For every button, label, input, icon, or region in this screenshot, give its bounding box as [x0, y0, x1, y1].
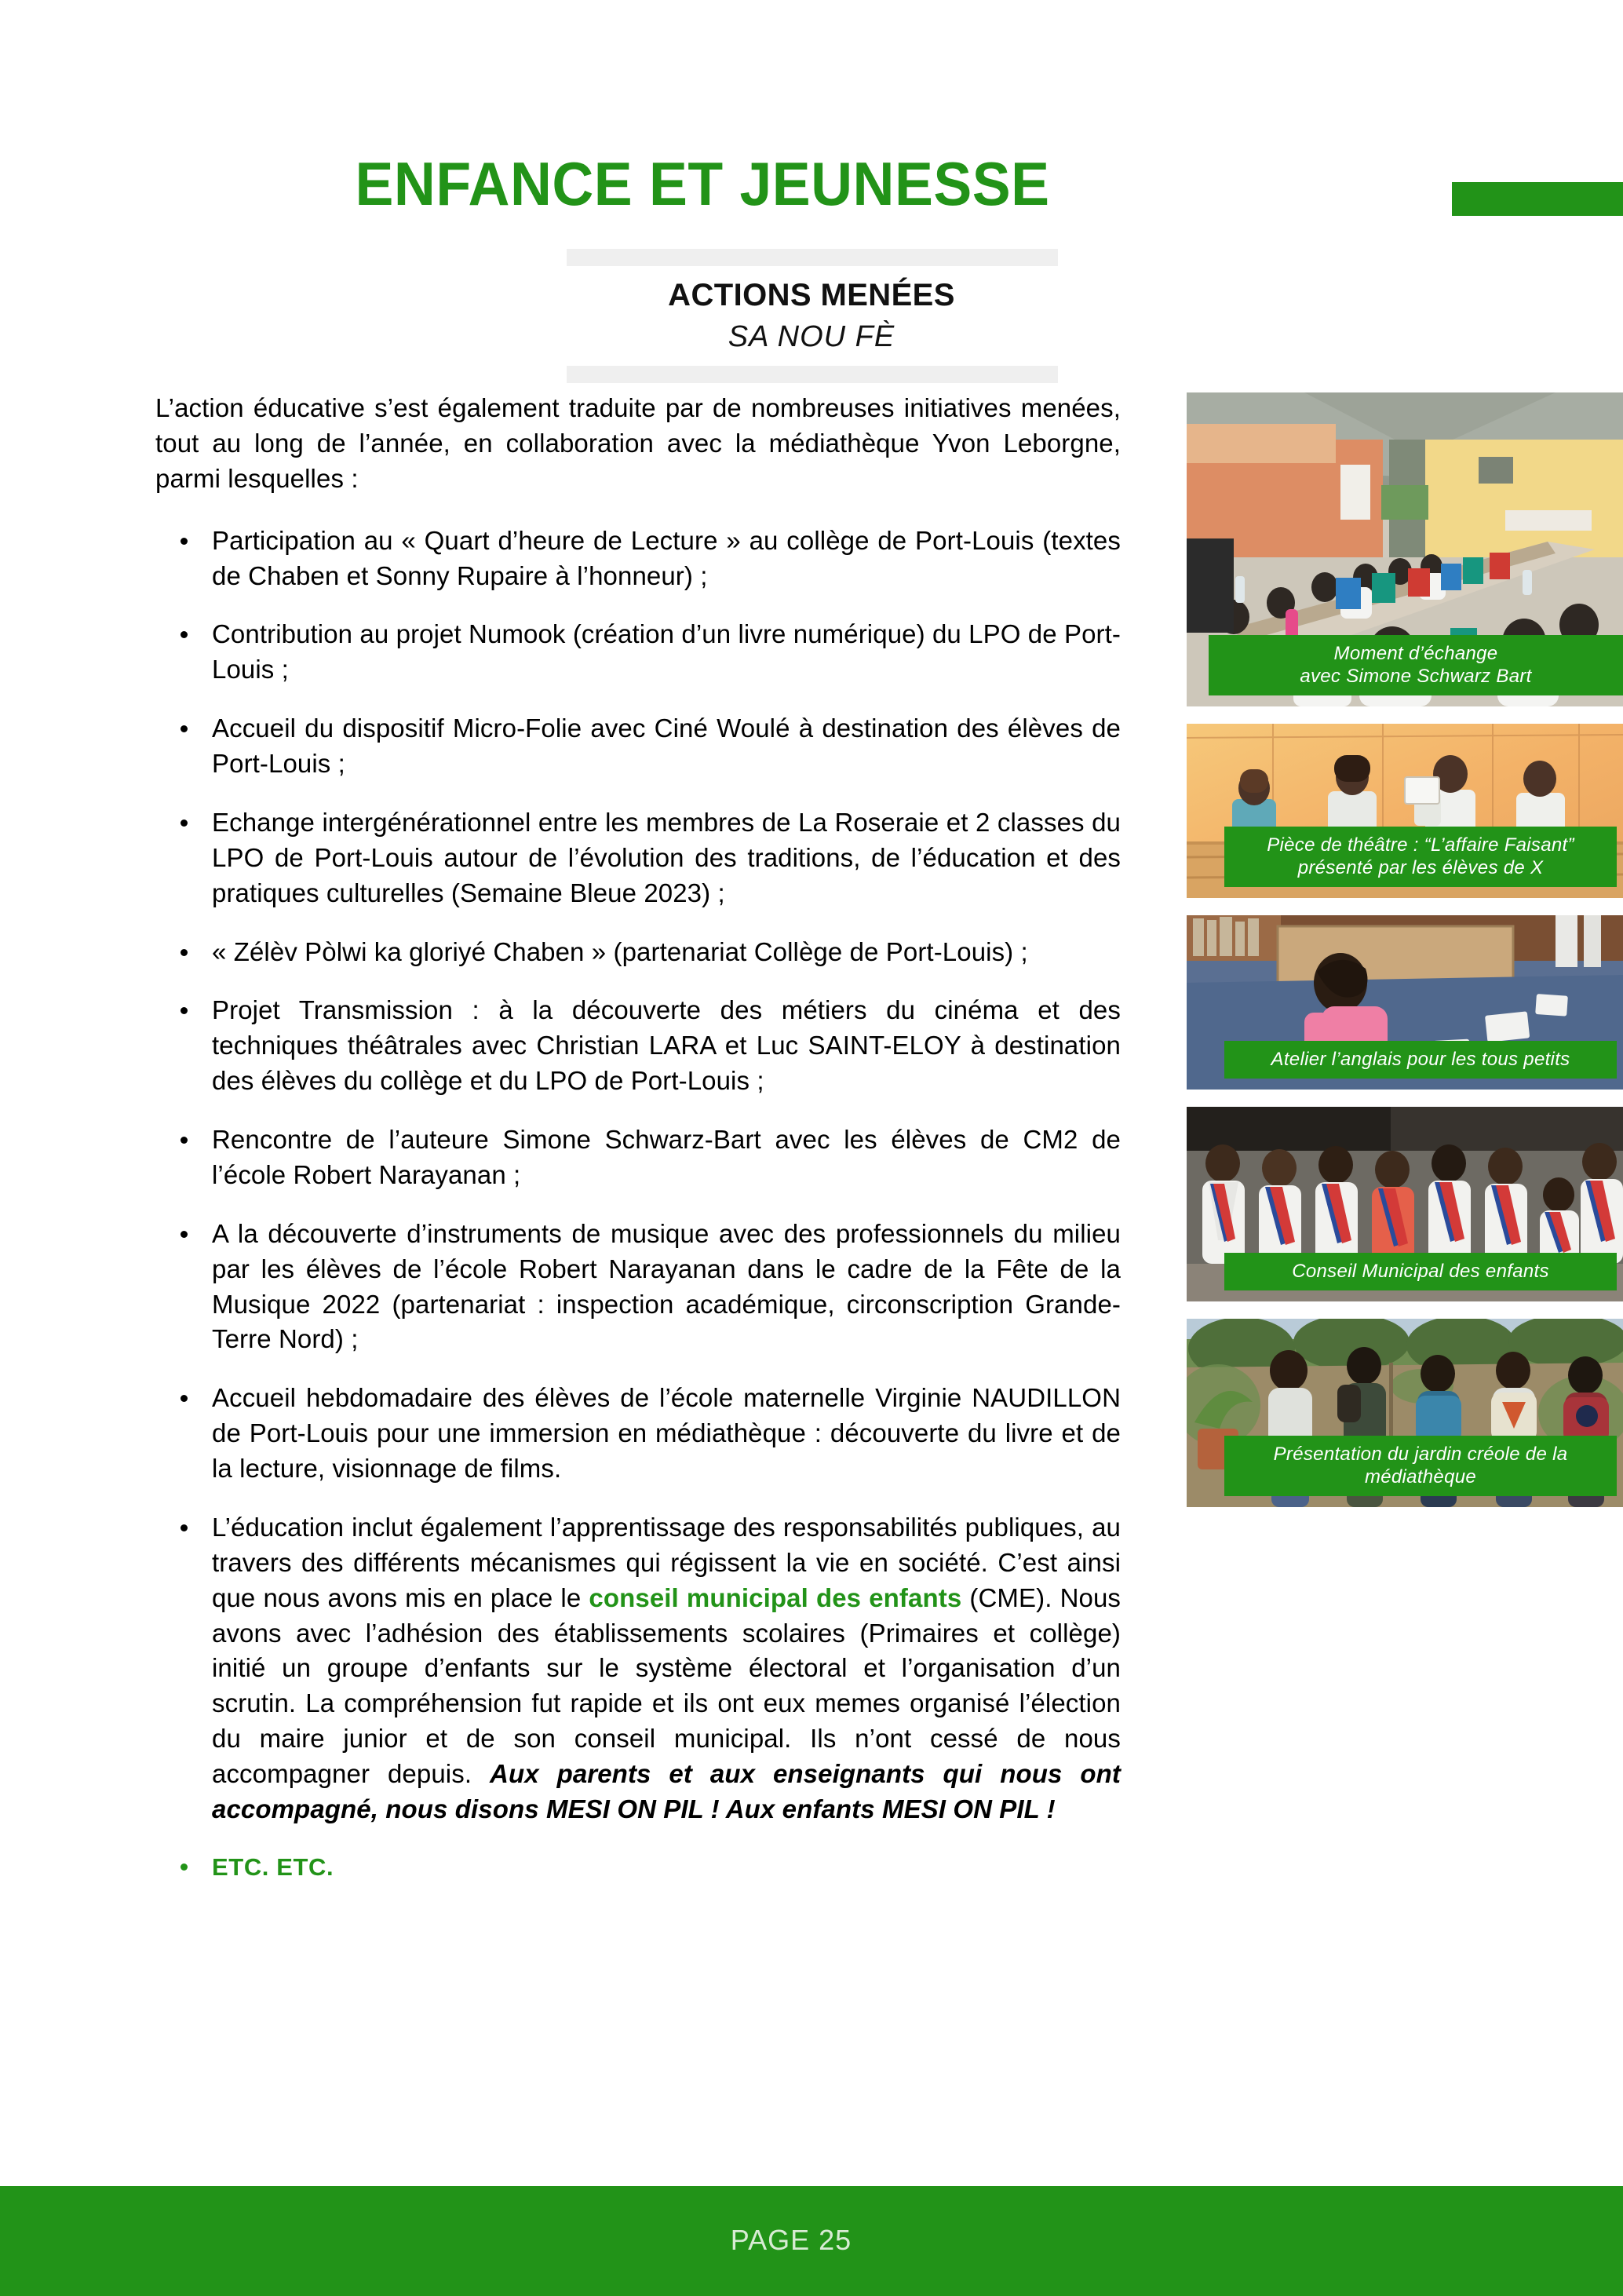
actions-bullet-list [155, 524, 1121, 1884]
caption-line-1: Pièce de théâtre : “L’affaire Faisant” [1267, 834, 1574, 856]
list-item: A la découverte d’instruments de musique avec des professionnels du milieu par les élèves de l’école Robert Narayanan dans le cadre de la Fête de la Musique 2022 (partenariat : inspection académique, circonscription Grande-Terre Nord) ; [155, 1217, 1121, 1358]
photo-card-moment-echange [1187, 392, 1623, 706]
list-item: Accueil hebdomadaire des élèves de l’école maternelle Virginie NAUDILLON de Port-Louis pour une immersion en médiathèque : découverte du livre et de la lecture, visionnage de films. [155, 1381, 1121, 1487]
page-number-label: PAGE 25 [730, 2224, 852, 2256]
photo-caption-moment-echange [1209, 635, 1623, 696]
footer-page-number [0, 2224, 1623, 2257]
header-divider-top [567, 249, 1058, 266]
article-text-column [155, 391, 1121, 1907]
section-subtitle-creole: SA NOU FÈ [728, 320, 895, 353]
photo-caption-conseil-municipal [1224, 1253, 1617, 1290]
list-item: Rencontre de l’auteure Simone Schwarz-Bart avec les élèves de CM2 de l’école Robert Narayanan ; [155, 1122, 1121, 1193]
page-title: ENFANCE ET JEUNESSE [355, 149, 1050, 218]
caption-line-1: Présentation du jardin créole de la [1273, 1443, 1568, 1465]
caption-line-2: avec Simone Schwarz Bart [1300, 666, 1532, 688]
list-item: Participation au « Quart d’heure de Lecture » au collège de Port-Louis (textes de Chaben et Sonny Rupaire à l’honneur) ; [155, 524, 1121, 594]
list-item: « Zélèv Pòlwi ka gloriyé Chaben » (partenariat Collège de Port-Louis) ; [155, 935, 1121, 970]
header-divider-bottom [567, 366, 1058, 383]
photo-card-atelier-anglais [1187, 915, 1623, 1090]
list-item: Echange intergénérationnel entre les membres de La Roseraie et 2 classes du LPO de Port-Louis autour de l’évolution des traditions, de l’éducation et des pratiques culturelles (Semaine Bleue 2023) ; [155, 805, 1121, 911]
list-item-etc: ETC. ETC. [155, 1851, 1121, 1884]
photo-column [1187, 392, 1623, 1524]
list-item: Projet Transmission : à la découverte des métiers du cinéma et des techniques théâtrales avec Christian LARA et Luc SAINT-ELOY à destination des élèves du collège et du LPO de Port-Louis ; [155, 993, 1121, 1099]
cme-highlight: conseil municipal des enfants [589, 1582, 962, 1612]
list-item: Accueil du dispositif Micro-Folie avec Ciné Woulé à destination des élèves de Port-Louis ; [155, 711, 1121, 782]
photo-card-conseil-municipal [1187, 1107, 1623, 1301]
page-header [0, 0, 1623, 369]
lead-paragraph: L’action éducative s’est également traduite par de nombreuses initiatives menées, tout au long de l’année, en collaboration avec la médiathèque Yvon Leborgne, parmi lesquelles : [155, 393, 1121, 493]
header-accent-block [1452, 182, 1623, 216]
cme-thanks-highlight: Aux parents et aux enseignants qui nous ont accompagné, nous disons MESI ON PIL ! Aux enfants MESI ON PIL ! [212, 1759, 1121, 1823]
list-item: Contribution au projet Numook (création d’un livre numérique) du LPO de Port-Louis ; [155, 617, 1121, 688]
caption-line-2: présenté par les élèves de X [1297, 857, 1544, 879]
cme-text-part-1: L’éducation inclut également l’apprentissage des responsabilités publiques, au travers des différents mécanismes qui régissent la vie en société. C’est ainsi que nous avons mis en place le [212, 1512, 1121, 1612]
photo-card-jardin-creole [1187, 1319, 1623, 1507]
caption-line-1: Moment d’échange [1333, 642, 1498, 664]
caption-line-1: Atelier l’anglais pour les tous petits [1271, 1049, 1570, 1071]
list-item-cme [155, 1510, 1121, 1827]
section-subtitle: ACTIONS MENÉES [668, 278, 955, 312]
caption-line-1: Conseil Municipal des enfants [1292, 1261, 1549, 1283]
caption-line-2: médiathèque [1364, 1466, 1477, 1488]
page-footer [0, 2186, 1623, 2296]
cme-text-part-2: (CME). Nous avons avec l’adhésion des établissements scolaires (Primaires et collège) initié un groupe d’enfants sur le système électoral et l’organisation d’un scrutin. La compréhension fut rapide et ils ont eux memes organisé l’élection du maire junior et de son conseil municipal. Ils n’ont cessé de nous accompagner depuis. [212, 1582, 1122, 1788]
photo-card-piece-de-theatre [1187, 724, 1623, 898]
photo-caption-atelier-anglais [1224, 1041, 1617, 1079]
photo-caption-piece-de-theatre [1224, 827, 1617, 888]
photo-caption-jardin-creole [1224, 1436, 1617, 1497]
